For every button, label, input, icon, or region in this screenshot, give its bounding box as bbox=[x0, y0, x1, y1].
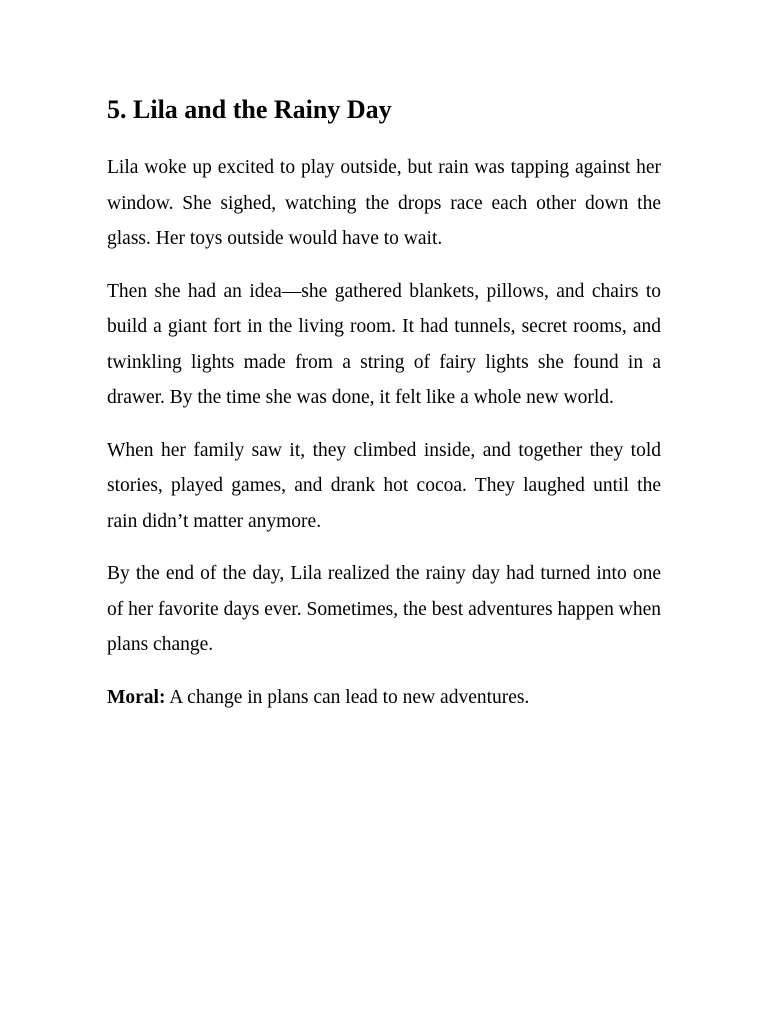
paragraph-4: By the end of the day, Lila realized the rainy day had turned into one of her favorite days ever. Sometimes, the best adventures happen when plans change. bbox=[107, 563, 661, 655]
paragraph-1: Lila woke up excited to play outside, but rain was tapping against her window. She sighed, watching the drops race each other down the glass. Her toys outside would have to wait. bbox=[107, 157, 661, 249]
moral-label: Moral: bbox=[107, 686, 166, 708]
paragraph-2: Then she had an idea—she gathered blankets, pillows, and chairs to build a giant fort in the living room. It had tunnels, secret rooms, and twinkling lights made from a string of fairy lights she found in a drawer. By the time she was done, it felt like a whole new world. bbox=[107, 280, 661, 408]
story-title: 5. Lila and the Rainy Day bbox=[107, 95, 392, 124]
moral-line bbox=[107, 680, 661, 716]
moral-text: A change in plans can lead to new adventures. bbox=[169, 686, 530, 708]
paragraph-3: When her family saw it, they climbed inside, and together they told stories, played games, and drank hot cocoa. They laughed until the rain didn’t matter anymore. bbox=[107, 439, 661, 532]
